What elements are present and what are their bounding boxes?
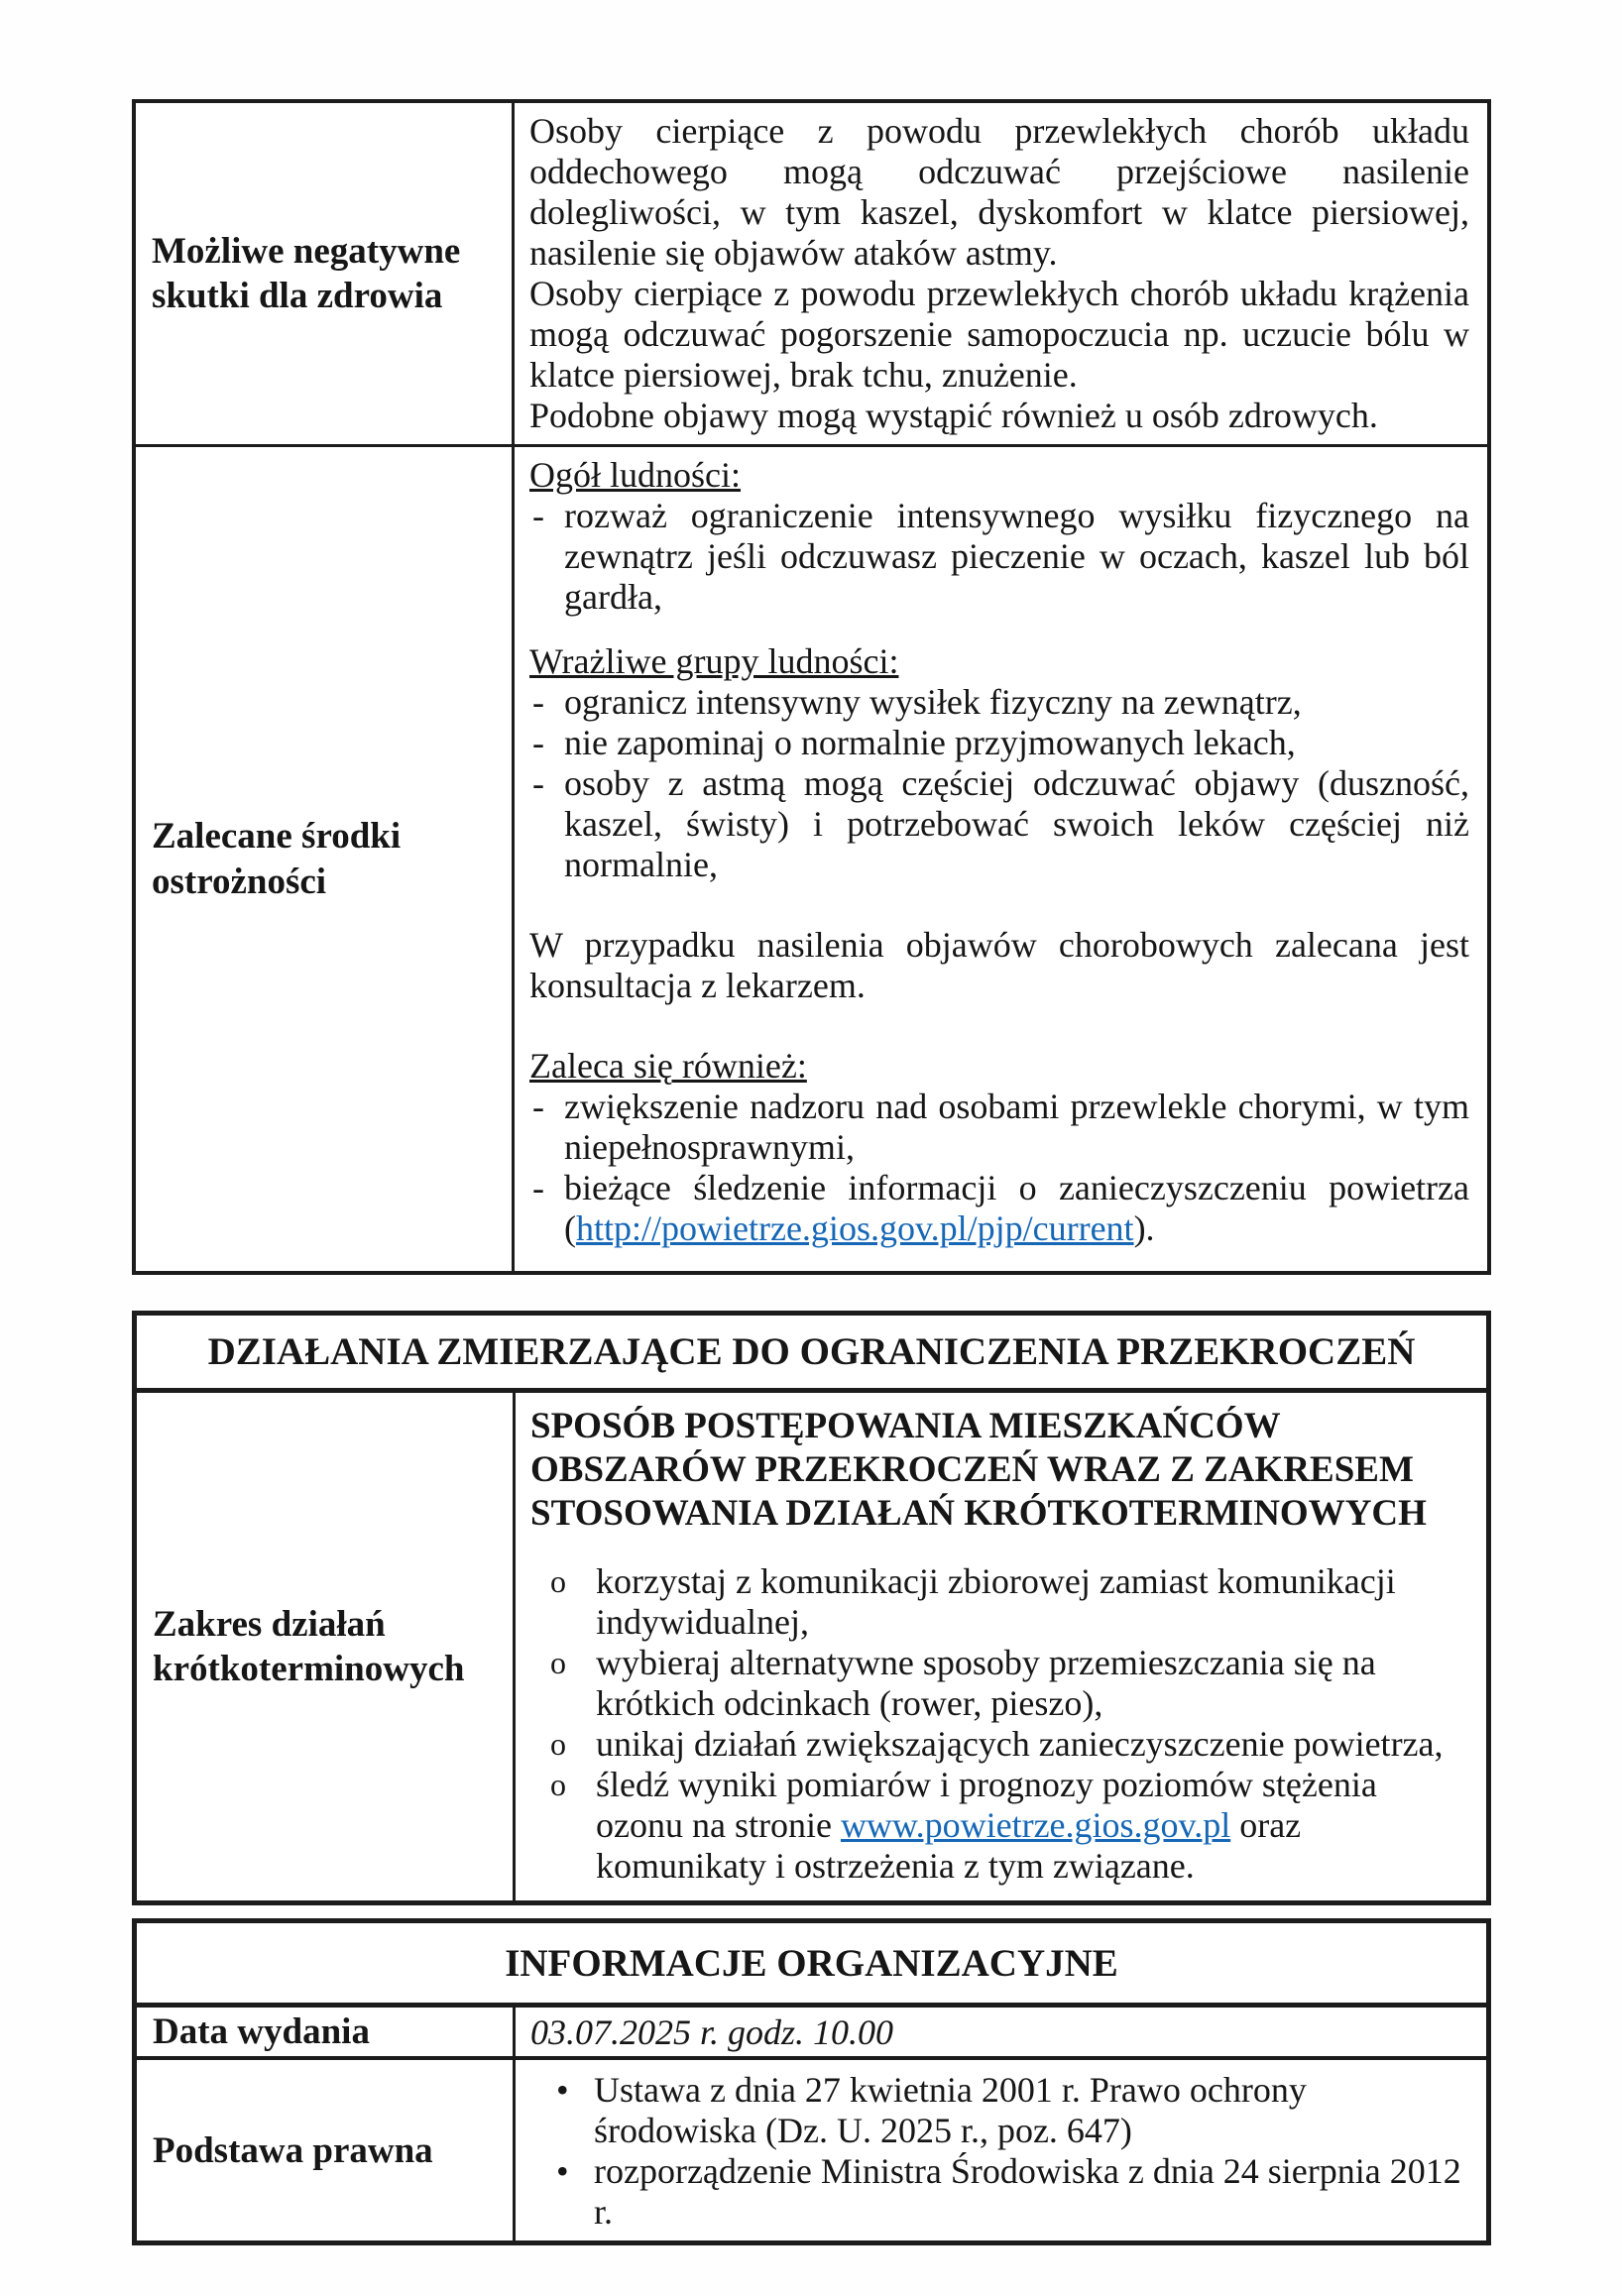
- short-term-actions-row: [137, 1393, 1486, 1900]
- list-item-with-link: o śledź wyniki pomiarów i prognozy poziomów stężenia ozonu na stronie www.powietrze.gios.gov.pl oraz komunikaty i ostrzeżenia z tym związane.: [530, 1765, 1468, 1887]
- short-term-actions-text: [516, 1393, 1486, 1900]
- list-item: o unikaj działań zwiększających zanieczyszczenie powietrza,: [530, 1724, 1468, 1765]
- short-term-actions-label: Zakres działań krótkoterminowych: [137, 1393, 516, 1900]
- list-item: - ogranicz intensywny wysiłek fizyczny na zewnątrz,: [529, 682, 1469, 723]
- effects-paragraph-respiratory: Osoby cierpiące z powodu przewlekłych chorób układu oddechowego mogą odczuwać przejściowe nasilenie dolegliwości, w tym kaszel, dyskomfort w klatce piersiowej, nasilenie się objawów ataków astmy.: [529, 111, 1469, 273]
- health-effects-row: [136, 103, 1487, 447]
- general-population-heading: Ogół ludności:: [529, 455, 741, 495]
- also-recommended-list: [529, 1087, 1469, 1249]
- list-item: o wybieraj alternatywne sposoby przemieszczania się na krótkich odcinkach (rower, pieszo),: [530, 1643, 1468, 1724]
- sensitive-groups-list: [529, 682, 1469, 885]
- procedure-heading: SPOSÓB POSTĘPOWANIA MIESZKAŃCÓW OBSZARÓW PRZEKROCZEŃ WRAZ Z ZAKRESEM STOSOWANIA DZIAŁAŃ KRÓTKOTERMINOWYCH: [530, 1406, 1427, 1534]
- list-item-with-link: - bieżące śledzenie informacji o zanieczyszczeniu powietrza (http://powietrze.gios.gov.pl/pjp/current).: [529, 1168, 1469, 1249]
- sensitive-groups-heading: Wrażliwe grupy ludności:: [529, 641, 899, 681]
- org-info-title: INFORMACJE ORGANIZACYJNE: [137, 1923, 1486, 2008]
- precautions-text: [515, 447, 1487, 1271]
- precautions-label: Zalecane środki ostrożności: [136, 447, 515, 1271]
- legal-basis-row: [137, 2060, 1486, 2240]
- precautions-row: [136, 447, 1487, 1271]
- list-item: - nie zapominaj o normalnie przyjmowanych lekach,: [529, 723, 1469, 763]
- list-item: o korzystaj z komunikacji zbiorowej zamiast komunikacji indywidualnej,: [530, 1561, 1468, 1643]
- list-item: - osoby z astmą mogą częściej odczuwać objawy (duszność, kaszel, świsty) i potrzebować swoich leków częściej niż normalnie,: [529, 763, 1469, 885]
- hyperlink-pjp-current[interactable]: http://powietrze.gios.gov.pl/pjp/current: [576, 1208, 1134, 1248]
- general-population-list: [529, 496, 1469, 618]
- effects-paragraph-circulatory: Osoby cierpiące z powodu przewlekłych chorób układu krążenia mogą odczuwać pogorszenie samopoczucia np. uczucie bólu w klatce piersiowej, brak tchu, znużenie.: [529, 274, 1469, 395]
- issue-date-row: [137, 2008, 1486, 2060]
- org-info-table: [132, 1918, 1491, 2245]
- actions-list: [530, 1561, 1468, 1887]
- list-item: - rozważ ograniczenie intensywnego wysiłku fizycznego na zewnątrz jeśli odczuwasz pieczenie w oczach, kaszel lub ból gardła,: [529, 496, 1469, 618]
- hyperlink-powietrze-gios[interactable]: www.powietrze.gios.gov.pl: [840, 1805, 1231, 1845]
- issue-date-value: 03.07.2025 r. godz. 10.00: [530, 2011, 894, 2052]
- health-effects-label: Możliwe negatywne skutki dla zdrowia: [136, 103, 515, 444]
- also-recommended-heading: Zaleca się również:: [529, 1046, 807, 1086]
- actions-table-title: DZIAŁANIA ZMIERZAJĄCE DO OGRANICZENIA PRZEKROCZEŃ: [137, 1316, 1486, 1393]
- health-effects-text: [515, 103, 1487, 444]
- list-item: • rozporządzenie Ministra Środowiska z dnia 24 sierpnia 2012 r.: [530, 2151, 1468, 2233]
- issue-date-label: Data wydania: [137, 2008, 516, 2056]
- doctor-consultation-note: W przypadku nasilenia objawów chorobowych zalecana jest konsultacja z lekarzem.: [529, 925, 1469, 1005]
- legal-basis-text: [516, 2060, 1486, 2240]
- actions-table: [132, 1311, 1491, 1905]
- spacer: [529, 618, 1469, 641]
- spacer: [529, 885, 1469, 925]
- spacer: [529, 1006, 1469, 1046]
- effects-paragraph-healthy: Podobne objawy mogą wystąpić również u osób zdrowych.: [529, 396, 1378, 435]
- health-effects-table: [132, 99, 1491, 1275]
- legal-basis-label: Podstawa prawna: [137, 2060, 516, 2240]
- legal-basis-list: [530, 2070, 1468, 2233]
- list-item: • Ustawa z dnia 27 kwietnia 2001 r. Prawo ochrony środowiska (Dz. U. 2025 r., poz. 647): [530, 2070, 1468, 2151]
- list-item: - zwiększenie nadzoru nad osobami przewlekle chorymi, w tym niepełnosprawnymi,: [529, 1087, 1469, 1168]
